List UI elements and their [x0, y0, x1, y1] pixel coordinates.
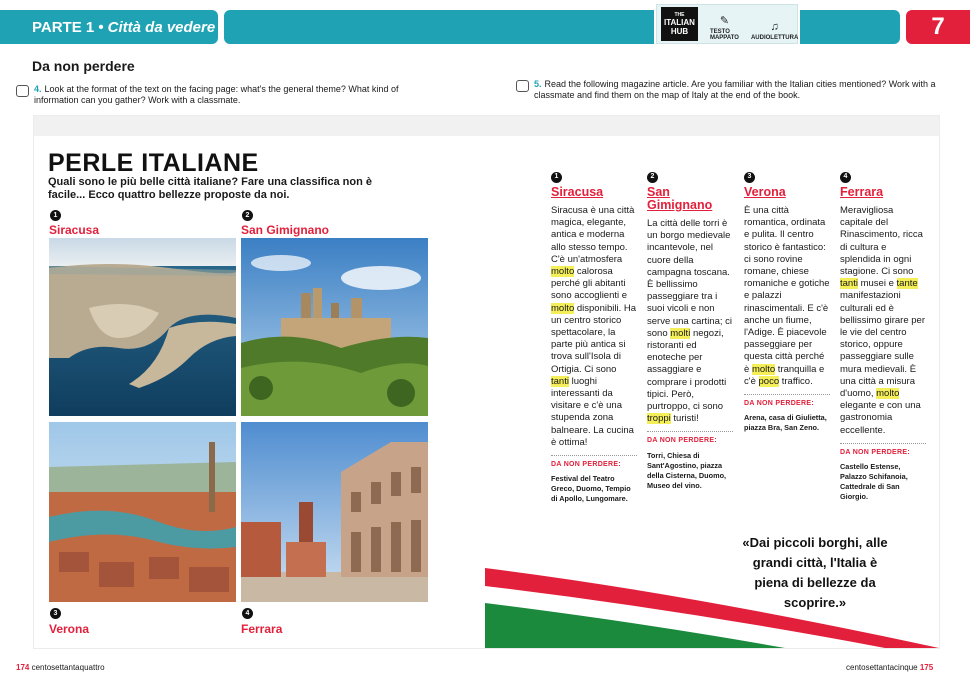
section-title: Da non perdere — [32, 58, 135, 74]
dnp-label: DA NON PERDERE: — [647, 431, 733, 447]
photo-3-number: 3 — [50, 608, 61, 619]
city-1-number: 1 — [551, 172, 562, 183]
city-column-ferrara — [840, 172, 926, 502]
mapped-text-button[interactable] — [710, 15, 739, 41]
hub-logo-line1: THE — [674, 12, 685, 18]
page-number-left: 174 — [16, 663, 30, 672]
city-1-text — [551, 205, 637, 449]
page-word-right: centosettantacinque — [846, 663, 918, 672]
hub-logo-line2: ITALIAN — [664, 18, 695, 27]
siracusa-photo — [49, 238, 236, 416]
magazine-title: PERLE ITALIANE — [48, 149, 259, 177]
city-2-number: 2 — [647, 172, 658, 183]
city-1-dnp: Festival del Teatro Greco, Duomo, Tempio di Apollo, Lungomare. — [551, 474, 631, 504]
city-2-dnp: Torri, Chiesa di Sant'Agostino, piazza della Cisterna, Duomo, Museo del vino. — [647, 450, 727, 490]
city-4-text-part: elegante e con una gastronomia eccellente. — [840, 400, 921, 436]
exercise-4-instructions: Look at the format of the text on the facing page: what's the general theme? What kind of information can you gather? Work with a classmate. — [34, 84, 399, 105]
pair-work-icon — [516, 80, 529, 92]
highlight-word: molto — [551, 266, 575, 278]
city-1-text-part: disponibili. Ha un centro storico spettacolare, la parte più antica si trova sull'Isola di Ortigia. Ci sono — [551, 302, 637, 375]
exercise-4 — [16, 84, 436, 106]
page-number-right: 175 — [919, 663, 934, 672]
city-1-text-part: calorosa perché gli abitanti sono accoglienti e — [551, 266, 628, 302]
dnp-label: DA NON PERDERE: — [744, 394, 830, 410]
mapped-text-label: TESTO MAPPATO — [709, 29, 739, 41]
photo-1-number: 1 — [50, 210, 61, 221]
footer-left — [16, 663, 105, 672]
photo-2-number: 2 — [242, 210, 253, 221]
san-gimignano-photo — [241, 238, 428, 416]
highlight-word: molti — [670, 327, 691, 339]
city-4-number: 4 — [840, 172, 851, 183]
footer-right — [846, 663, 933, 672]
city-2-text-part: turisti! — [670, 413, 699, 425]
hub-logo-line3: HUB — [670, 27, 689, 36]
pair-work-icon — [16, 85, 29, 97]
photo-2-label: San Gimignano — [241, 223, 330, 237]
exercise-5-number: 5. — [534, 79, 542, 89]
highlight-word: molto — [551, 302, 575, 314]
highlight-word: molto — [751, 363, 776, 375]
verona-photo — [49, 422, 236, 602]
city-3-dnp: Arena, casa di Giulietta, piazza Bra, San Zeno. — [744, 413, 827, 433]
exercise-5-text — [534, 79, 936, 101]
page-word-left: centosettantaquattro — [31, 663, 105, 672]
dnp-label: DA NON PERDERE: — [840, 443, 926, 459]
city-column-siracusa — [551, 172, 637, 504]
city-4-name: Ferrara — [840, 185, 884, 199]
audio-reading-label: AUDIOLETTURA — [750, 35, 799, 41]
unit-number: 7 — [906, 10, 970, 44]
photo-1-label: Siracusa — [49, 223, 100, 237]
city-1-name: Siracusa — [551, 185, 604, 199]
pull-quote: «Dai piccoli borghi, alle grandi città, l'Italia è piena di bellezze da scoprire.» — [742, 535, 888, 610]
city-1-text-part: Siracusa è una città magica, elegante, antica e moderna allo stesso tempo. C'è un'atmosfera — [551, 205, 635, 265]
city-4-text-part: Meravigliosa capitale del Rinascimento, ricca di cultura e splendida in ogni stagione. Ci sono — [840, 205, 923, 278]
audio-reading-button[interactable] — [751, 21, 798, 41]
city-column-san-gimignano — [647, 172, 733, 491]
city-3-text-part: traffico. — [779, 375, 813, 387]
header-bar — [224, 10, 654, 44]
city-4-text-part: manifestazioni culturali ed è bellissimo girare per le vie del centro storico, oppure passeggiare sulle mura medievali. È una città a misura d'uomo, — [840, 290, 926, 400]
highlight-word: tante — [896, 278, 918, 290]
city-3-number: 3 — [744, 172, 755, 183]
city-3-text — [744, 205, 830, 388]
city-2-text — [647, 218, 733, 425]
exercise-4-number: 4. — [34, 84, 42, 94]
pen-icon: ✎ — [719, 15, 730, 27]
header-band — [0, 10, 977, 44]
part-label: PARTE 1 • — [32, 18, 104, 36]
city-4-text-part: musei e — [857, 278, 897, 290]
dnp-label: DA NON PERDERE: — [551, 455, 637, 471]
exercise-5 — [516, 79, 936, 101]
city-2-text-part: negozi, ristoranti ed enoteche per assaggiare e comprare i prodotti tipici. Però, purtroppo, ci sono — [647, 327, 727, 413]
highlight-word: poco — [758, 375, 780, 387]
photo-4-label: Ferrara — [241, 622, 283, 636]
part-tab — [0, 10, 218, 44]
city-2-text-part: La città delle torri è un borgo medievale incantevole, nel cuore della campagna toscana. È bellissimo passeggiare tra i suoi vicoli e non serve una cartina; ci sono — [647, 218, 733, 339]
highlight-word: molto — [876, 388, 900, 400]
highlight-word: tanti — [840, 278, 858, 290]
magazine-subtitle: Quali sono le più belle città italiane? Fare una classifica non è facile... Ecco quattro bellezze proposte da noi. — [48, 176, 372, 201]
highlight-word: troppi — [647, 413, 671, 425]
header-bar-right — [800, 10, 900, 44]
city-2-name: San Gimignano — [647, 185, 713, 212]
city-1-text-part: luoghi interessanti da visitare e c'è una stupenda zona balneare. La cucina è ottima! — [551, 375, 634, 448]
magazine-top-strip — [34, 116, 939, 136]
italian-hub-box[interactable] — [656, 4, 798, 44]
city-4-text — [840, 205, 926, 437]
city-4-dnp: Castello Estense, Palazzo Schifanoia, Cattedrale di San Giorgio. — [840, 462, 908, 502]
photo-3-label: Verona — [49, 622, 90, 636]
italian-hub-logo — [661, 7, 698, 41]
city-3-text-part: È una città romantica, ordinata e pulita. Il centro storico è fantastico: ci sono rovine romane, chiese romaniche e gotiche e palazzi rinascimentali. E c'è anche un fiume, l'Adige. È piacevole passeggiare per questa città perché è — [744, 205, 830, 375]
photo-4-number: 4 — [242, 608, 253, 619]
city-3-text-part: tranquilla e c'è — [744, 363, 825, 387]
exercise-5-instructions: Read the following magazine article. Are you familiar with the Italian cities mentioned? Work with a classmate and find them on the map of Italy at the end of the book. — [534, 79, 936, 100]
headphones-icon: ♫ — [770, 21, 779, 33]
city-column-verona — [744, 172, 830, 433]
part-title: Città da vedere — [107, 18, 216, 36]
exercise-4-text — [34, 84, 436, 106]
ferrara-photo — [241, 422, 428, 602]
highlight-word: tanti — [551, 375, 569, 387]
city-3-name: Verona — [744, 185, 786, 199]
